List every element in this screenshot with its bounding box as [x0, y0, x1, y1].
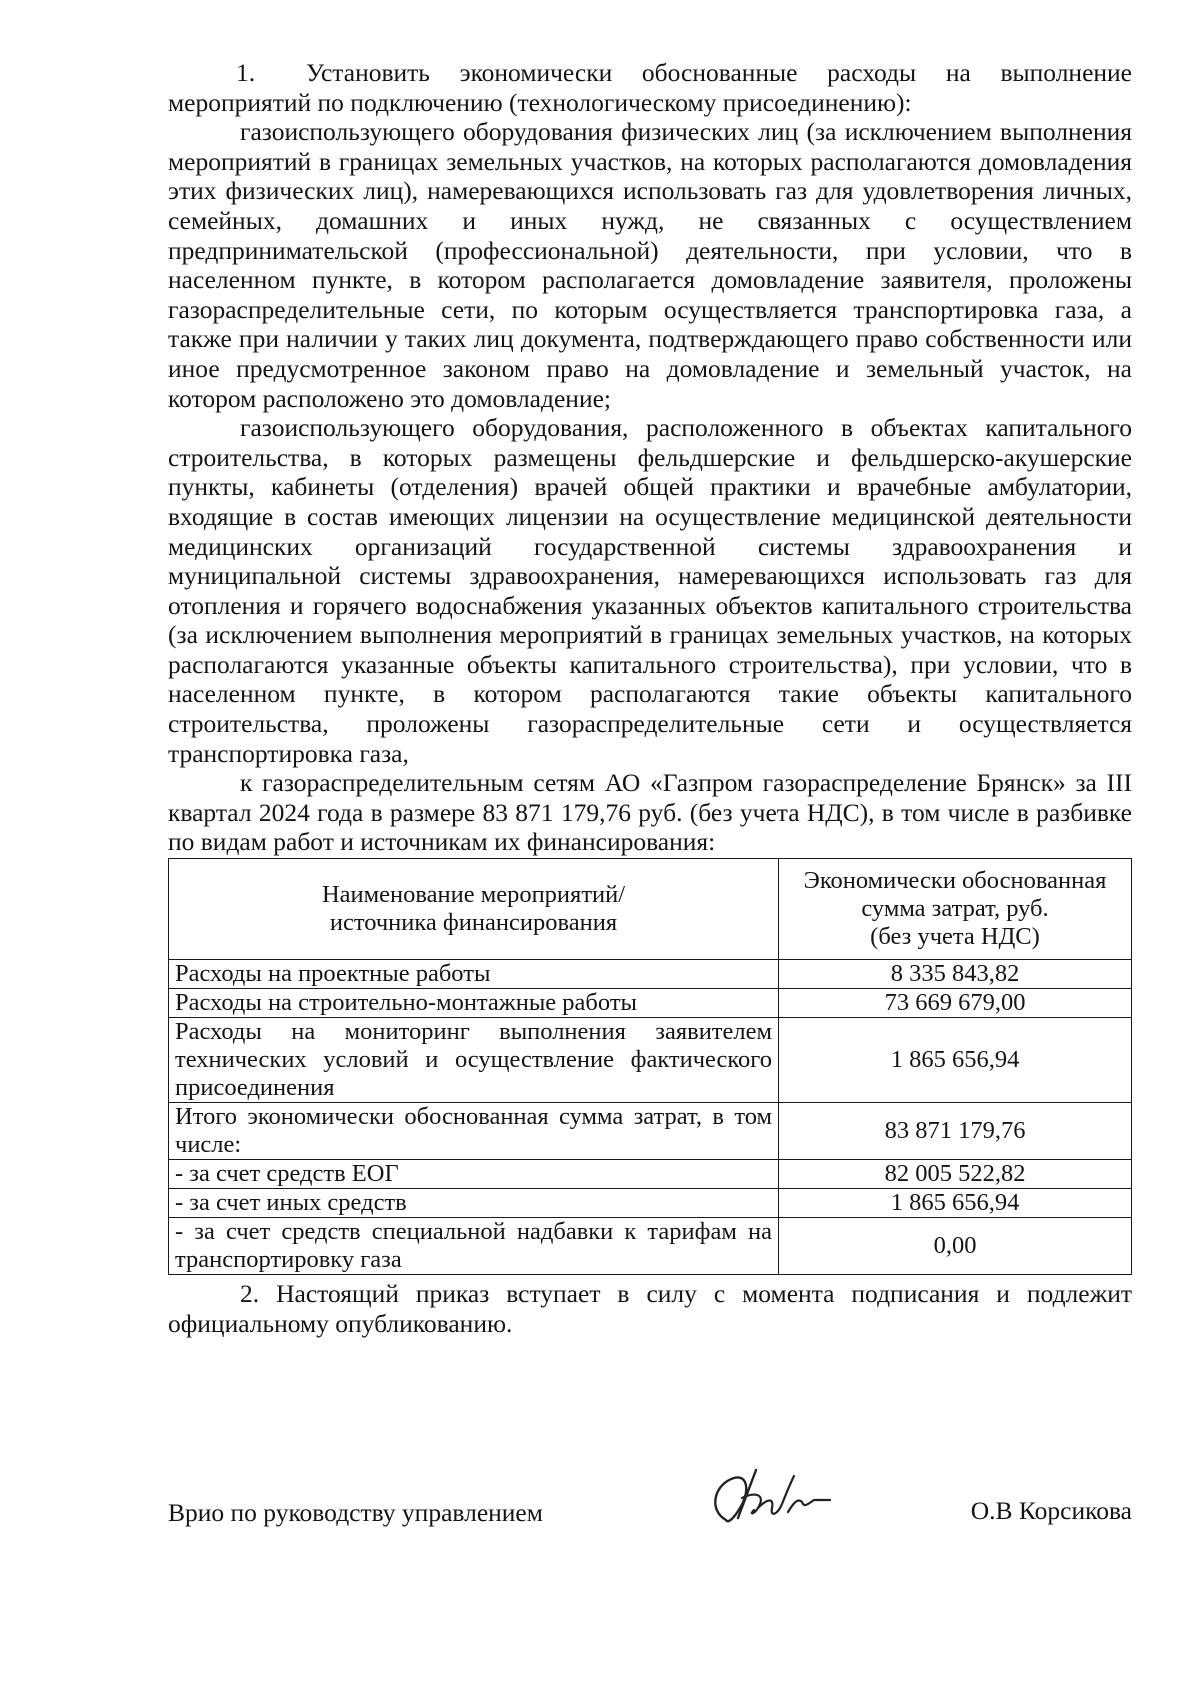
paragraph-medical-facilities: газоиспользующего оборудования, расположенного в объектах капитального строительства, в которых размещены фельдшерские и фельдшерско-акушерские пункты, кабинеты (отделения) врачей общей практики и врачебные амбулатории, входящие в состав имеющих лицензии на осуществление медицинской деятельности медицинских организаций государственной системы здравоохранения и муниципальной системы здравоохранения, намеревающихся использовать газ для отопления и горячего водоснабжения указанных объектов капитального строительства (за исключением выполнения мероприятий в границах земельных участков, на которых располагаются указанные объекты капитального строительства), при условии, что в населенном пункте, в котором располагаются такие объекты капитального строительства, проложены газораспределительные сети и осуществляется транспортировка газа, — [168, 413, 1132, 768]
signatory-position: Врио по руководству управлением — [168, 1498, 543, 1527]
table-row — [169, 1018, 1132, 1103]
row-value: 83 871 179,76 — [779, 1103, 1132, 1160]
paragraph-2: 2. Настоящий приказ вступает в силу с момента подписания и подлежит официальному опубликованию. — [168, 1279, 1132, 1338]
row-value: 0,00 — [779, 1218, 1132, 1275]
table-row — [169, 960, 1132, 989]
paragraph-network-summary: к газораспределительным сетям АО «Газпром газораспределение Брянск» за III квартал 2024 года в размере 83 871 179,76 руб. (без учета НДС), в том числе в разбивке по видам работ и источникам их финансирования: — [168, 768, 1132, 857]
header-activity-line1: Наименование мероприятий/ — [321, 881, 626, 909]
paragraph-1 — [168, 58, 1132, 117]
header-amount-line2: сумма затрат, руб. — [861, 895, 1049, 923]
paragraph-1-text: Установить экономически обоснованные расходы на выполнение мероприятий по подключению (технологическому присоединению): — [168, 58, 1132, 117]
row-name: - за счет иных средств — [169, 1189, 779, 1218]
document-body — [168, 58, 1132, 1338]
row-value: 1 865 656,94 — [779, 1189, 1132, 1218]
table-row — [169, 1218, 1132, 1275]
costs-table-header — [169, 859, 1132, 960]
handwritten-signature — [698, 1458, 848, 1548]
row-name: Итого экономически обоснованная сумма затрат, в том числе: — [169, 1103, 779, 1160]
row-name: Расходы на мониторинг выполнения заявителем технических условий и осуществление фактического присоединения — [169, 1018, 779, 1103]
header-amount-line1: Экономически обоснованная — [803, 867, 1107, 895]
row-name: Расходы на строительно-монтажные работы — [169, 989, 779, 1018]
signatory-name: О.В Корсикова — [970, 1496, 1132, 1525]
header-amount — [779, 859, 1132, 960]
table-row — [169, 1160, 1132, 1189]
paragraph-1-number: 1. — [236, 58, 256, 87]
header-activity — [169, 859, 779, 960]
row-name: - за счет средств ЕОГ — [169, 1160, 779, 1189]
row-name: Расходы на проектные работы — [169, 960, 779, 989]
paragraph-individuals: газоиспользующего оборудования физических лиц (за исключением выполнения мероприятий в границах земельных участков, на которых располагаются домовладения этих физических лиц), намеревающихся использовать газ для удовлетворения личных, семейных, домашних и иных нужд, не связанных с осуществлением предпринимательской (профессиональной) деятельности, при условии, что в населенном пункте, в котором располагается домовладение заявителя, проложены газораспределительные сети, по которым осуществляется транспортировка газа, а также при наличии у таких лиц документа, подтверждающего право собственности или иное предусмотренное законом право на домовладение и земельный участок, на котором расположено это домовладение; — [168, 117, 1132, 413]
row-value: 1 865 656,94 — [779, 1018, 1132, 1103]
row-name: - за счет средств специальной надбавки к тарифам на транспортировку газа — [169, 1218, 779, 1275]
table-row — [169, 1103, 1132, 1160]
row-value: 73 669 679,00 — [779, 989, 1132, 1018]
table-row — [169, 1189, 1132, 1218]
table-row — [169, 989, 1132, 1018]
signature-block — [168, 1496, 1132, 1556]
row-value: 8 335 843,82 — [779, 960, 1132, 989]
row-value: 82 005 522,82 — [779, 1160, 1132, 1189]
costs-table — [168, 858, 1132, 1275]
header-amount-line3: (без учета НДС) — [870, 923, 1040, 951]
header-activity-line2: источника финансирования — [329, 909, 618, 937]
